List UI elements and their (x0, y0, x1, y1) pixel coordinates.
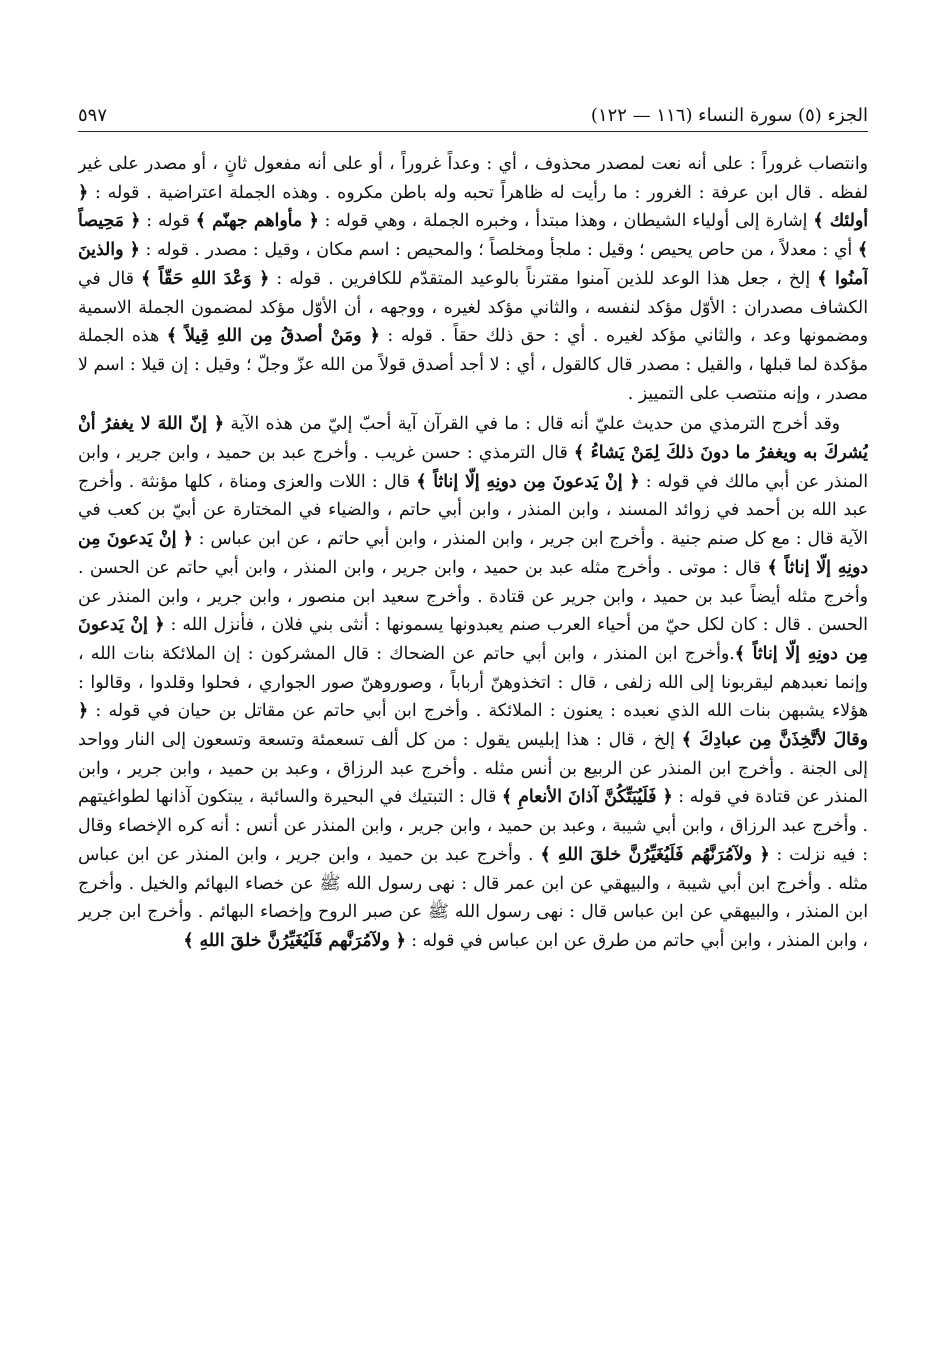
page-number: ٥٩٧ (78, 105, 108, 126)
text-run: وقد أخرج الترمذي من حديث عليّ أنه قال : ما في القرآن آية أحبّ إليّ من هذه الآية (224, 414, 840, 435)
text-run: إلخ ، جعل هذا الوعد للذين آمنوا مقترناً بالوعيد المتقدّم للكافرين . قوله : (269, 268, 818, 289)
text-run: قال : اللات والعزى ومناة ، كلها مؤنثة . وأخرج عبد الله بن أحمد في زوائد المسند ، وابن المنذر ، وابن أبي حاتم ، والضياء في المختارة عن أبيّ بن كعب في الآية قال : مع كل صنم جنية . وأخرج ابن جرير ، وابن المنذر ، وابن أبي حاتم ، عن ابن عباس : (78, 471, 868, 550)
quran-quote: ﴿ وَعْدَ اللهِ حَقّاً ﴾ (140, 268, 270, 289)
body-text (78, 150, 868, 1350)
text-run: وانتصاب غروراً : على أنه نعت لمصدر محذوف ، أي : وعداً غروراً ، أو على أنه مفعول ثانٍ ، أو مصدر على غير لفظه . قال ابن عرفة : الغرور : ما رأيت له ظاهراً تحبه وله باطن مكروه . وهذه الجملة اعتراضية . قوله : (78, 154, 868, 203)
quran-quote: ﴿ والذينَ آمنُوا ﴾ (78, 240, 868, 289)
quran-quote: ﴿ مَحِيصاً ﴾ (78, 211, 868, 261)
quran-quote: ﴿ أولئك ﴾ (78, 182, 868, 232)
text-run: إشارة إلى أولياء الشيطان ، وهذا مبتدأ ، وخبره الجملة ، وهي قوله : (318, 211, 814, 232)
text-run: قوله : (140, 211, 196, 232)
text-run: هذه الجملة مؤكدة لما قبلها ، والقيل : مصدر قال كالقول ، أي : لا أجد أصدق قولاً من الله عزّ وجلّ ؛ وقيل : إن قيلا : اسم لا مصدر ، وإنه منتصب على التمييز . (78, 326, 868, 404)
header-divider (78, 131, 868, 132)
text-run: قال : موتى . وأخرج مثله عبد بن حميد ، وابن جرير ، وابن المنذر ، وابن أبي حاتم عن الحسن . وأخرج مثله أيضاً عبد بن حميد ، وابن جرير عن قتادة . وأخرج سعيد ابن منصور ، وابن جرير ، وابن المنذر عن الحسن . قال : كان لكل حيّ من أحياء العرب صنم يعبدونها يسمونها : أنثى بني فلان ، فأنزل الله : (78, 557, 868, 636)
text-run: قال : التبتيك في البحيرة والسائبة ، يبتكون آذانها لطواغيتهم . وأخرج عبد الرزاق ، وابن أبي شيبة ، وعبد بن حميد ، وابن جرير ، وابن المنذر عن أنس : أنه كره الإخصاء وقال : فيه نزلت : (78, 787, 868, 865)
quran-quote: ﴿ ولآمُرَنَّهم فَلَيُغَيِّرُنَّ خلقَ اللهِ ﴾ (183, 930, 406, 951)
running-title: الجزء (٥) سورة النساء (١١٦ — ١٢٢) (590, 105, 868, 126)
quran-quote: ﴿ إنْ يَدعونَ مِن دونِهِ إلّا إناثاً ﴾ (416, 471, 640, 492)
text-run: إلخ ، قال : هذا إبليس يقول : من كل ألف تسعمئة وتسعة وتسعون إلى النار وواحد إلى الجنة . وأخرج ابن المنذر عن الربيع بن أنس مثله . وأخرج عبد الرزاق ، وعبد بن حميد ، وابن جرير ، وابن المنذر عن قتادة في قوله : (78, 730, 868, 808)
quran-quote: ﴿ مأواهم جهنّم ﴾ (195, 211, 319, 232)
page-header (78, 92, 868, 126)
text-run: . وأخرج عبد بن حميد ، وابن جرير ، وابن المنذر عن ابن عباس مثله . وأخرج ابن أبي شيبة ، والبيهقي عن ابن عمر قال : نهى رسول الله ﷺ عن خصاء البهائم والخيل . وأخرج ابن المنذر ، والبيهقي عن ابن عباس قال : نهى رسول الله ﷺ عن صبر الروح وإخصاء البهائم . وأخرج ابن جرير ، وابن المنذر ، وابن أبي حاتم من طرق عن ابن عباس في قوله : (78, 844, 868, 951)
text-run: قال في الكشاف مصدران : الأوّل مؤكد لنفسه ، والثاني مؤكد لغيره ، ووجهه ، أن الأوّل مؤكد لمضمون الجملة الاسمية ومضمونها وعد ، والثاني مؤكد لغيره . أي : حق ذلك حقاً . قوله : (78, 268, 868, 347)
quran-quote: ﴿ وقالَ لأتَّخِذَنَّ مِن عبادِكَ ﴾ (78, 701, 868, 751)
quran-quote: ﴿ إنْ يَدعونَ مِن دونِهِ إلّا إناثاً ﴾ (78, 529, 868, 578)
quran-quote: ﴿ إنّ اللهَ لا يغفرُ أنْ يُشركَ به ويغفرُ ما دونَ ذلكَ لِمَنْ يَشاءُ ﴾ (78, 414, 868, 464)
quran-quote: ﴿ ومَنْ أصدقُ مِن اللهِ قِيلاً ﴾ (166, 326, 380, 347)
quran-quote: ﴿ ولآمُرَنَّهُم فَلَيُغَيِّرُنَّ خلقَ اللهِ ﴾ (540, 844, 770, 865)
text-run: قال الترمذي : حسن غريب . وأخرج عبد بن حميد ، وابن جرير ، وابن المنذر عن أبي مالك في قوله : (78, 443, 868, 492)
paragraph-commentary (78, 150, 868, 408)
text-run: .وأخرج ابن المنذر ، وابن أبي حاتم عن الضحاك : قال المشركون : إن الملائكة بنات الله ، وإنما نعبدهم ليقربونا إلى الله زلفى ، قال : اتخذوهنّ أرباباً ، وصوروهنّ صور الجواري ، فحلوا وقلدوا ، وقالوا : هؤلاء يشبهن بنات الله الذي نعبده : يعنون : الملائكة . وأخرج ابن أبي حاتم عن مقاتل بن حيان في قوله : (78, 643, 868, 722)
text-run: أي : معدلاً ، من حاص يحيص ؛ وقيل : ملجأ ومخلصاً ؛ والمحيص : اسم مكان ، وقيل : مصدر . قوله : (139, 240, 858, 261)
quran-quote: ﴿ إنْ يَدعونَ مِن دونِهِ إلّا إناثاً ﴾ (78, 615, 868, 664)
paragraph-narrations (78, 410, 868, 955)
quran-quote: ﴿ فَلَيُبَتِّكُنَّ آذانَ الأنعامِ ﴾ (501, 787, 673, 808)
